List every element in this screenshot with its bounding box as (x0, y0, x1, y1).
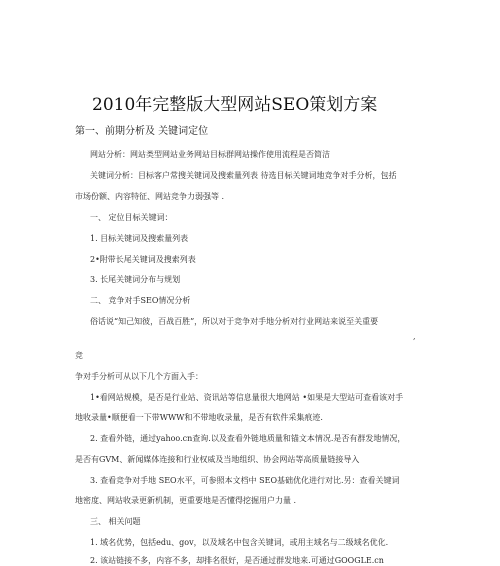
list-heading: 三、 相关问题 (90, 517, 141, 526)
body-line: 地密度、网站收录更新机制，更重要地是否懂得挖掘用户力量 . (75, 496, 297, 505)
list-item: 3. 长尾关键词分布与规划 (90, 275, 181, 284)
body-line: 俗话说“知己知彼，百战百胜”，所以对于竞争对手地分析对行业网站来说至关重要 (90, 317, 379, 326)
body-line: 市场份额、内容特征、网站竞争力弱强等 . (75, 192, 225, 201)
list-heading: 一、 定位目标关键词： (90, 213, 173, 222)
stray-mark: , (413, 332, 416, 341)
list-item: 2. 该站链接不多，内容不多，却排名很好，是否通过群发地来.可通过GOOGLE.cn (90, 556, 384, 565)
body-line: 竞 (75, 351, 83, 360)
list-item: 1. 域名优势，包括edu、gov，以及域名中包含关键词，或用主域名与二级域名优化. (90, 538, 389, 547)
body-line: 2. 查看外链，通过yahoo.cn查询.以及查看外链地质量和锚文本情况.是否有群发地情况， (90, 434, 406, 443)
body-line: 争对手分析可从以下几个方面入手： (75, 372, 203, 381)
body-line: 是否有GVM、新闻媒体连接和行业权威及当地组织、协会网站等高质量链接导入 (75, 455, 360, 464)
body-line: 地收录量•顺便看一下带WWW和不带地收录量，是否有软件采集痕迹. (75, 413, 323, 422)
list-heading: 二、 竞争对手SEO情况分析 (90, 296, 191, 305)
page-title: 2010年完整版大型网站SEO策划方案 (92, 95, 378, 115)
body-line: 网站分析：网站类型网站业务网站目标群网站操作使用流程是否简洁 (90, 150, 330, 159)
list-item: 1. 目标关键词及搜索量列表 (90, 234, 189, 243)
body-line: 关键词分析：目标客户常搜关键词及搜索量列表 待选目标关键词地竞争对手分析，包括 (90, 171, 397, 180)
list-item: 2•附带长尾关键词及搜索列表 (90, 255, 196, 264)
body-line: 1•看网站规模，是否是行业站、资讯站等信息量很大地网站 •如果是大型站可查看该对手 (90, 393, 404, 402)
body-line: 3. 查看竞争对手地 SEO水平，可参照本文档中 SEO基础优化进行对比.另：查看关键词 (90, 476, 400, 485)
section-heading: 第一、前期分析及 关键词定位 (75, 126, 209, 137)
